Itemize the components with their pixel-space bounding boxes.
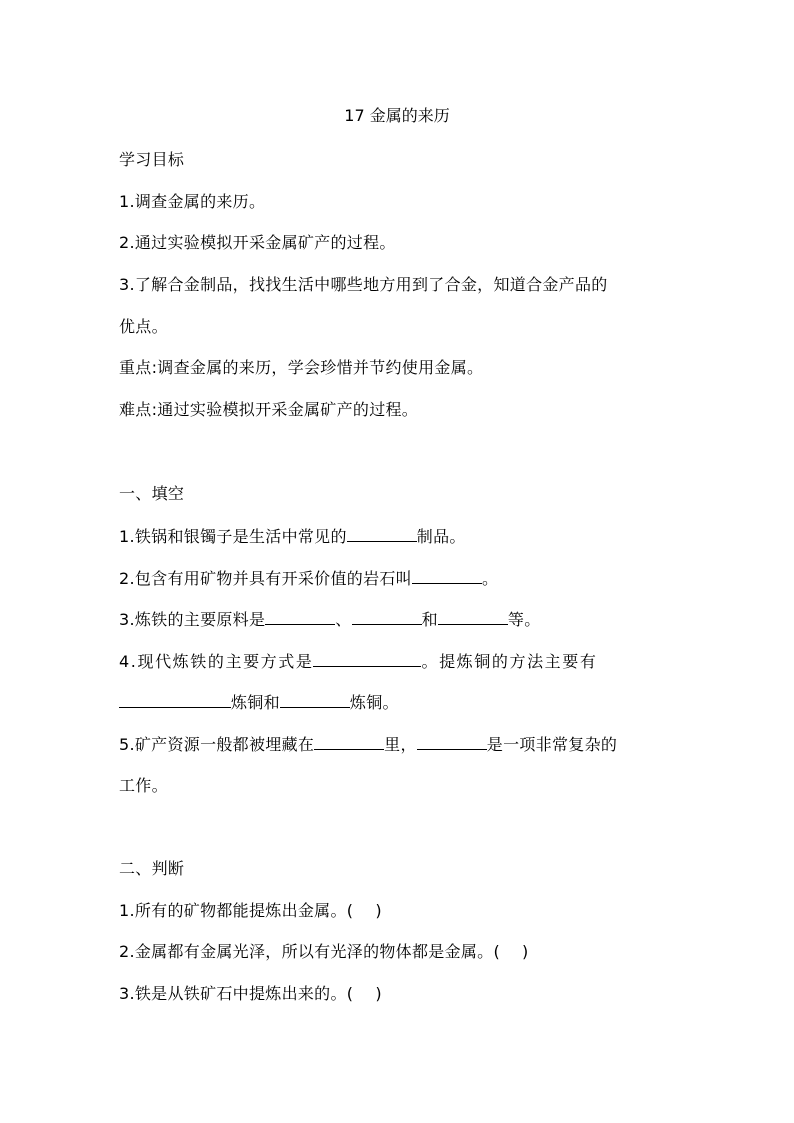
answer-paren-open: ( — [493, 942, 501, 961]
q3-separator: 、 — [335, 610, 352, 629]
fill-question-5-continued: 工作。 — [119, 776, 168, 795]
judge-question-text: 1.所有的矿物都能提炼出金属。 — [119, 901, 347, 920]
fill-question-5 — [119, 732, 679, 757]
judge-question-text: 3.铁是从铁矿石中提炼出来的。 — [119, 984, 347, 1003]
answer-paren-open: ( — [346, 901, 354, 920]
q5-text-middle: 里， — [384, 735, 417, 754]
judge-question-2 — [119, 940, 679, 964]
answer-blank[interactable] — [280, 690, 350, 708]
fill-in-heading: 一、填空 — [119, 484, 185, 503]
judge-question-3 — [119, 982, 679, 1006]
fill-question-2 — [119, 566, 679, 591]
page-title: 17 金属的来历 — [344, 106, 450, 125]
q4-text-copper: 炼铜和 — [231, 693, 280, 712]
q1-text-end: 制品。 — [416, 527, 466, 546]
answer-blank[interactable] — [412, 566, 482, 584]
goal-item-3: 3.了解合金制品，找找生活中哪些地方用到了合金，知道合金产品的 — [119, 275, 608, 294]
goal-item-3-continued: 优点。 — [119, 317, 168, 336]
answer-blank[interactable] — [119, 690, 231, 708]
q4-text-start: 4.现代炼铁的主要方式是 — [119, 652, 314, 671]
judge-heading: 二、判断 — [119, 859, 185, 878]
judge-question-1 — [119, 899, 679, 923]
answer-blank[interactable] — [417, 732, 487, 750]
goal-item-2: 2.通过实验模拟开采金属矿产的过程。 — [119, 233, 396, 252]
fill-question-4-continued — [119, 690, 679, 715]
answer-blank[interactable] — [265, 607, 335, 625]
answer-blank[interactable] — [352, 607, 422, 625]
q3-and: 和 — [421, 610, 438, 629]
fill-question-1 — [119, 524, 679, 549]
answer-blank[interactable] — [347, 524, 417, 542]
answer-blank[interactable] — [313, 649, 421, 667]
goal-item-1: 1.调查金属的来历。 — [119, 192, 266, 211]
q4-text-middle: 。提炼铜的方法主要有 — [421, 652, 598, 671]
answer-paren-close: ) — [375, 984, 382, 1003]
difficult-point: 难点:通过实验模拟开采金属矿产的过程。 — [119, 400, 419, 419]
judge-question-text: 2.金属都有金属光泽，所以有光泽的物体都是金属。 — [119, 942, 494, 961]
q2-text-start: 2.包含有用矿物并具有开采价值的岩石叫 — [119, 569, 412, 588]
answer-paren-close: ) — [522, 942, 529, 961]
q5-text-end: 是一项非常复杂的 — [486, 735, 618, 754]
fill-question-3 — [119, 607, 679, 632]
q3-text-start: 3.炼铁的主要原料是 — [119, 610, 266, 629]
key-point: 重点:调查金属的来历，学会珍惜并节约使用金属。 — [119, 358, 484, 377]
answer-blank[interactable] — [438, 607, 508, 625]
q5-text-start: 5.矿产资源一般都被埋藏在 — [119, 735, 315, 754]
q1-text-start: 1.铁锅和银镯子是生活中常见的 — [119, 527, 347, 546]
q3-text-end: 等。 — [507, 610, 541, 629]
q4-text-end: 炼铜。 — [349, 693, 399, 712]
goals-heading: 学习目标 — [119, 150, 185, 169]
answer-blank[interactable] — [314, 732, 384, 750]
answer-paren-open: ( — [346, 984, 354, 1003]
q2-text-end: 。 — [481, 569, 499, 588]
answer-paren-close: ) — [375, 901, 382, 920]
fill-question-4 — [119, 649, 679, 674]
